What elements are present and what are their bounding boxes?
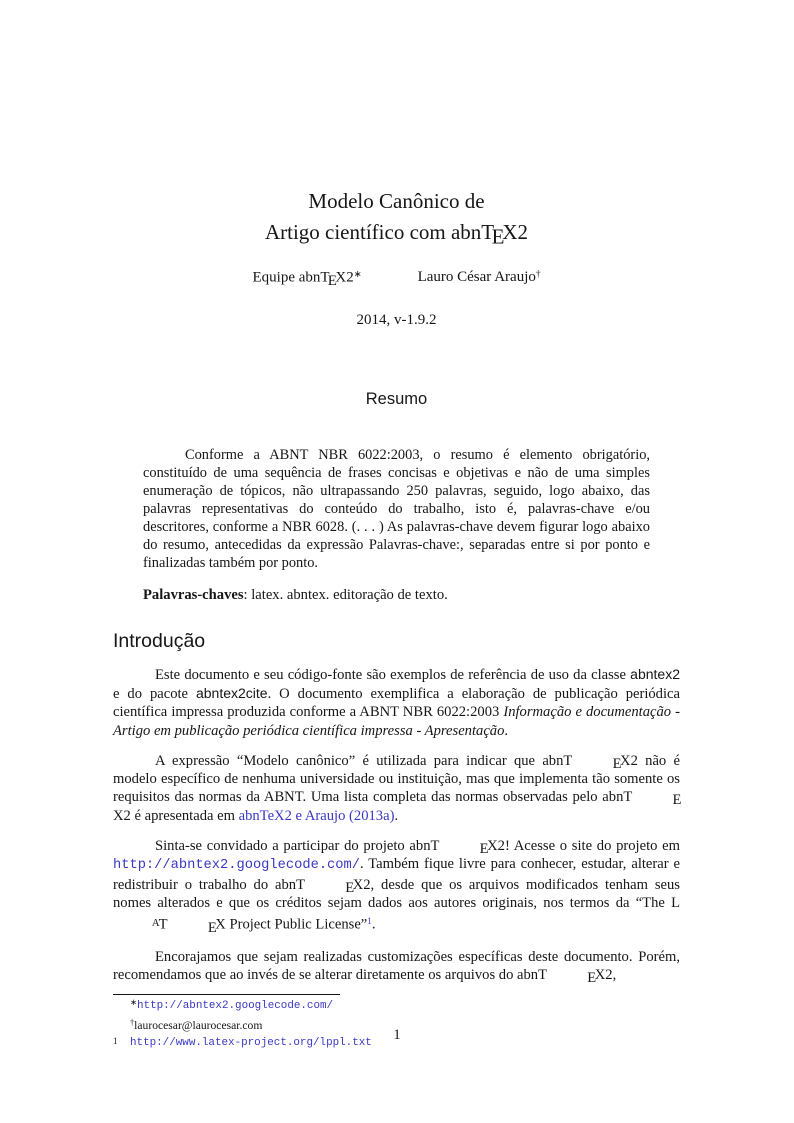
text-segment: X2, desde que os arquivos modificados tenham seus nomes alterados e que os créditos sejam dados aos autores originais, nos termos da “The L bbox=[113, 876, 680, 911]
text-segment: Modelo Canônico de bbox=[308, 189, 485, 213]
text-segment: E bbox=[612, 755, 622, 772]
text-segment: A bbox=[151, 917, 160, 929]
hyperlink[interactable]: (2013a) bbox=[349, 807, 395, 824]
keywords-line bbox=[143, 586, 650, 604]
footnote-marker: 1 bbox=[113, 1035, 118, 1046]
abstract-heading: Resumo bbox=[365, 389, 428, 408]
text-segment: abntex2cite bbox=[195, 684, 268, 701]
intro-paragraph-3 bbox=[113, 837, 680, 936]
text-segment: . bbox=[504, 722, 509, 739]
text-segment: E bbox=[345, 879, 355, 896]
text-segment: T bbox=[158, 916, 168, 933]
text-segment: Artigo científico com abnT bbox=[264, 220, 495, 244]
intro-paragraph-1 bbox=[113, 665, 680, 740]
footnote-marker: ∗ bbox=[130, 997, 137, 1007]
text-segment: e do pacote bbox=[113, 685, 196, 702]
text-segment: Palavras-chaves bbox=[143, 586, 244, 603]
text-segment: E bbox=[207, 919, 217, 936]
text-segment: Conforme a ABNT NBR 6022:2003, o resumo é elemento obrigatório, constituído de uma sequência de frases concisas e objetivas e não de uma simples enumeração de tópicos, não ultrapassando 250 palavras, seguido, logo abaixo, das palavras representativas do conteúdo do trabalho, isto é, palavras-chave e/ou descritores, conforme a NBR 6028. (. . . ) As palavras-chave devem figurar logo abaixo do resumo, antecedidas da expressão Palavras-chave:, separadas entre si por ponto e finalizadas também por ponto. bbox=[143, 446, 650, 571]
text-segment: E bbox=[672, 792, 682, 809]
intro-paragraph-4 bbox=[113, 948, 680, 985]
author-name-1 bbox=[252, 269, 361, 287]
text-segment: X Project Public License” bbox=[215, 916, 368, 933]
hyperlink[interactable]: 1 bbox=[367, 916, 372, 927]
date-version: 2014, v-1.9.2 bbox=[356, 311, 437, 328]
hyperlink[interactable]: http://abntex2.googlecode.com/ bbox=[137, 1000, 334, 1013]
text-segment: . O documento exemplifica a elaboração de publicação periódica científica impressa produzida conforme a ABNT NBR 6022:2003 bbox=[113, 685, 680, 721]
hyperlink[interactable]: http://www.latex-project.org/lppl.txt bbox=[130, 1036, 372, 1049]
text-segment: Encorajamos que sejam realizadas customizações específicas deste documento. Porém, recomendamos que ao invés de se alterar diretamente os arquivos do abnT bbox=[113, 949, 680, 984]
document-title bbox=[113, 186, 680, 248]
text-segment: . Também fique livre para conhecer, estudar, alterar e redistribuir o trabalho do abnT bbox=[113, 856, 680, 893]
intro-paragraph-2 bbox=[113, 752, 680, 825]
text-segment: X2 é apresentada em bbox=[113, 807, 239, 824]
abstract-paragraph bbox=[143, 446, 650, 572]
text-segment: abntex2 bbox=[630, 665, 680, 682]
text-segment: † bbox=[535, 269, 541, 280]
title-line-1 bbox=[113, 186, 680, 217]
text-segment: . bbox=[371, 916, 376, 933]
text-segment: Sinta-se convidado a participar do projeto abnT bbox=[155, 838, 440, 855]
text-segment: E bbox=[491, 224, 505, 249]
text-segment: X2 bbox=[502, 220, 529, 244]
section-heading-introduction: Introdução bbox=[113, 629, 206, 652]
text-segment: Equipe abnT bbox=[252, 269, 330, 286]
footnote-text bbox=[137, 998, 333, 1011]
text-segment: : latex. abntex. editoração de texto. bbox=[243, 586, 448, 603]
hyperlink[interactable]: abnTeX2 e Araujo bbox=[238, 807, 346, 824]
text-segment: X2 bbox=[335, 269, 354, 286]
text-segment: Lauro César Araujo bbox=[417, 269, 536, 285]
text-segment: E bbox=[587, 970, 597, 987]
hyperlink[interactable]: http://abntex2.googlecode.com/ bbox=[113, 858, 360, 874]
text-segment: . bbox=[394, 807, 399, 824]
text-segment: X2 não é modelo específico de nenhuma universidade ou instituição, mas que implementa tão somente os requisitos das normas da ABNT. Uma lista completa das normas observadas pelo abnT bbox=[113, 752, 680, 806]
text-segment: Este documento e seu código-fonte são exemplos de referência de uso da classe bbox=[155, 666, 631, 683]
authors-row bbox=[113, 269, 680, 287]
text-segment: laurocesar@laurocesar.com bbox=[134, 1018, 263, 1032]
text-segment: ∗ bbox=[353, 270, 362, 280]
author-name-2 bbox=[418, 269, 541, 287]
footnote-star bbox=[130, 995, 680, 1016]
text-segment: A expressão “Modelo canônico” é utilizada para indicar que abnT bbox=[155, 752, 573, 769]
text-segment: X2, bbox=[594, 967, 617, 984]
text-segment: E bbox=[327, 272, 337, 289]
footnote-marker: † bbox=[130, 1018, 135, 1028]
text-segment: Informação e documentação - Artigo em publicação periódica científica impressa - Apresentação bbox=[113, 704, 680, 739]
page-number: 1 bbox=[393, 1027, 401, 1043]
text-segment: X2! Acesse o site do projeto em bbox=[487, 838, 680, 855]
title-line-2 bbox=[113, 217, 680, 248]
text-segment: E bbox=[479, 841, 489, 858]
text-block bbox=[113, 0, 680, 1052]
